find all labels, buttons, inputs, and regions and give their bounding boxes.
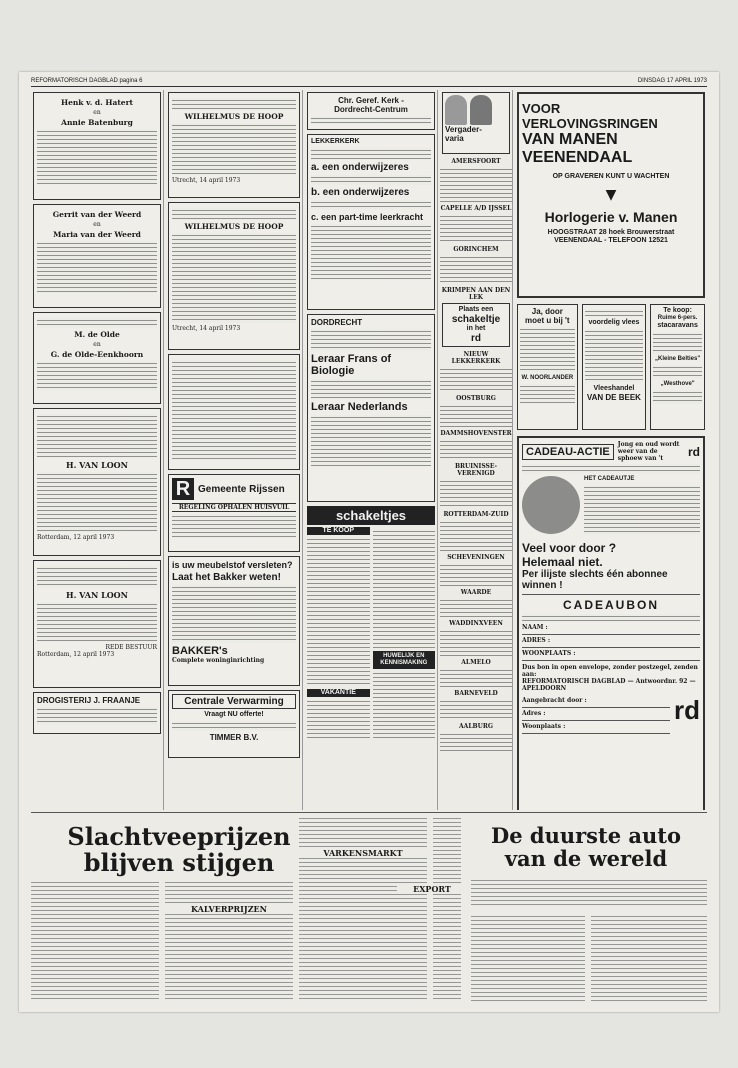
ann-name: Maria van der Weerd xyxy=(53,230,141,239)
headline-slachtvee-line1: Slachtveeprijzen xyxy=(67,822,291,851)
agenda-text xyxy=(440,732,512,754)
agenda-text xyxy=(440,255,512,285)
field-adres[interactable]: ADRES : xyxy=(522,637,700,648)
ad-text xyxy=(311,116,431,124)
bottom-rule xyxy=(31,812,707,813)
ad-text xyxy=(653,390,702,404)
ann-text xyxy=(172,360,296,460)
field-aangebracht[interactable]: Aangebracht door : xyxy=(522,697,670,708)
dordrecht-title: DORDRECHT xyxy=(311,318,363,327)
city-header: KRIMPEN AAN DEN LEK xyxy=(441,287,511,301)
child-photo xyxy=(522,476,580,534)
ad-text xyxy=(311,379,431,399)
ad-text xyxy=(311,148,431,160)
vergader-art xyxy=(445,95,507,125)
article-text-5 xyxy=(471,878,707,908)
meubel-line1: is uw meubelstof versleten? xyxy=(172,560,293,570)
page-header xyxy=(31,78,707,84)
ann-text xyxy=(172,208,296,220)
ann-text xyxy=(37,129,157,184)
ann-text xyxy=(37,566,157,588)
ad-text xyxy=(522,464,700,474)
agenda-text xyxy=(440,367,512,393)
ann-text xyxy=(172,233,296,323)
ann-footer: Rotterdam, 12 april 1973 xyxy=(37,534,115,541)
subhead-kalverprijzen: KALVERPRIJZEN xyxy=(165,904,293,914)
lekkerkerk-item: a. een onderwijzeres xyxy=(311,162,409,173)
ann-text xyxy=(172,123,296,175)
ad-text xyxy=(311,175,431,185)
ad-text xyxy=(522,614,700,622)
ad-text xyxy=(520,327,575,373)
announcement-text-block xyxy=(168,354,300,470)
ad-dordrecht xyxy=(307,314,435,502)
city-header: AMERSFOORT xyxy=(451,158,501,165)
vakantie-header: VAKANTIE xyxy=(307,689,370,697)
ann-sign: REDE BESTUUR xyxy=(105,644,157,651)
ad-noorlander xyxy=(517,304,578,430)
article-text-3 xyxy=(299,816,427,1002)
centrale-title: Centrale Verwarming xyxy=(172,694,296,709)
ann-name: H. VAN LOON xyxy=(66,590,128,600)
centrale-line: Vraagt NU offerte! xyxy=(204,711,264,718)
lekkerkerk-item: b. een onderwijzeres xyxy=(311,187,410,198)
tekoop-header: TE KOOP xyxy=(307,527,370,535)
ad-text xyxy=(37,707,157,725)
rijssen-sub: REGELING OPHALEN HUISVUIL xyxy=(172,503,296,512)
ad-centrale-verwarming xyxy=(168,690,300,758)
ann-text xyxy=(37,241,157,293)
ad-text xyxy=(172,585,296,643)
jadoor-company: W. NOORLANDER xyxy=(521,375,574,381)
newspaper-page xyxy=(19,72,719,1012)
ad-kerk xyxy=(307,92,435,130)
cadeau-body-text xyxy=(584,476,700,537)
ad-text xyxy=(520,384,575,404)
agenda-text xyxy=(440,563,512,587)
headline-auto-line2: van de wereld xyxy=(504,846,668,871)
vergader-title2: varia xyxy=(445,134,464,143)
arrow-down-icon: ▼ xyxy=(605,187,617,203)
header-rule xyxy=(31,86,707,87)
field-naam[interactable]: NAAM : xyxy=(522,624,700,635)
ad-gemeente-rijssen xyxy=(168,474,300,552)
ann-footer: Utrecht, 14 april 1973 xyxy=(172,177,241,184)
voordelig-title: voordelig vlees xyxy=(588,319,640,326)
ad-cadeau-actie xyxy=(517,436,705,810)
city-header: BRUINISSE-VERENIGD xyxy=(454,463,498,477)
bakker-title: BAKKER's xyxy=(172,645,228,657)
announcement-vanloon-2 xyxy=(33,560,161,688)
ann-text xyxy=(37,414,157,458)
ad-text xyxy=(311,224,431,280)
column-1 xyxy=(31,90,164,810)
cadeau-fields2 xyxy=(522,695,670,736)
jadoor-line1: Ja, door xyxy=(531,307,563,316)
ad-text xyxy=(653,365,702,379)
rd-logo: rd xyxy=(674,695,700,725)
huwelijk-header: HUWELIJK EN KENNISMAKING xyxy=(373,651,436,669)
agenda-text xyxy=(440,598,512,618)
announcement-vanloon-1 xyxy=(33,408,161,556)
ad-text xyxy=(584,485,700,535)
ann-text xyxy=(172,98,296,110)
cadeau-bottom xyxy=(522,695,700,736)
bakker-sub: Complete woninginrichting xyxy=(172,657,265,664)
ann-name: G. de Olde-Eenkhoorn xyxy=(50,350,144,359)
ann-text xyxy=(37,361,157,391)
ad-text xyxy=(307,699,370,739)
schakeltjes-columns xyxy=(307,527,435,743)
ann-text xyxy=(37,472,157,532)
manen-city: VEENENDAAL - TELEFOON 12521 xyxy=(554,237,668,244)
vergader-title: Vergader- xyxy=(445,125,482,134)
schakeltjes-col-left xyxy=(307,527,370,743)
tekoop-l2: stacaravans xyxy=(657,322,698,329)
manen-address: HOOGSTRAAT 28 hoek Brouwerstraat xyxy=(547,229,675,236)
plaats-line3: in het xyxy=(466,325,486,332)
ad-lekkerkerk xyxy=(307,134,435,310)
ad-van-manen xyxy=(517,92,705,298)
agenda-text xyxy=(440,520,512,552)
column-3 xyxy=(305,90,438,810)
ad-stacaravans xyxy=(650,304,705,430)
drogisterij-title: DROGISTERIJ J. FRAANJE xyxy=(37,696,141,705)
ann-name: Henk v. d. Hatert xyxy=(60,98,133,107)
rijssen-title: Gemeente Rijssen xyxy=(198,483,285,495)
city-header: GORINCHEM xyxy=(453,246,499,253)
tekoop-title: Te koop: xyxy=(663,307,692,314)
dordrecht-item: Leraar Frans of Biologie xyxy=(311,353,392,377)
city-header: WADDINXVEEN xyxy=(449,620,503,627)
divider xyxy=(522,594,700,595)
headline-auto xyxy=(471,824,701,870)
agenda-text xyxy=(440,479,512,509)
city-header: CAPELLE A/D IJSSEL xyxy=(440,205,512,212)
ad-text xyxy=(172,514,296,538)
headline-slachtvee xyxy=(49,824,309,876)
ad-text xyxy=(653,332,702,354)
ann-name: WILHELMUS DE HOOP xyxy=(184,222,284,231)
cadeau-header xyxy=(522,441,700,462)
subhead-varkensmarkt: VARKENSMARKT xyxy=(299,848,427,858)
tekoop-l4: „Westhove" xyxy=(660,381,695,387)
cadeau-right: Jong en oud wordt weer van de sphoew van 't xyxy=(617,441,680,462)
voordelig-name: VAN DE BEEK xyxy=(586,393,641,402)
city-header: ROTTERDAM-ZUID xyxy=(443,511,509,518)
agenda-text xyxy=(440,439,512,461)
cadeau-footer: Dus bon in open envelope, zonder postzegel, zenden aan: xyxy=(522,664,698,678)
ann-footer: Rotterdam, 12 april 1973 xyxy=(37,651,115,658)
centrale-company: TIMMER B.V. xyxy=(209,733,259,742)
announcement-dehoop-2 xyxy=(168,202,300,350)
manen-line3: VEENENDAAL xyxy=(522,149,633,166)
cadeau-tag: rd xyxy=(688,444,700,459)
ad-drogisterij xyxy=(33,692,161,734)
ad-text xyxy=(311,415,431,467)
lekkerkerk-title: LEKKERKERK xyxy=(311,138,360,145)
ad-vandebeek xyxy=(582,304,647,430)
small-ads-row xyxy=(515,302,707,434)
city-header: NIEUW LEKKERKERK xyxy=(451,351,501,365)
ad-text xyxy=(373,529,436,649)
cadeau-addr: REFORMATORISCH DAGBLAD — Antwoordnr. 92 — APELDOORN xyxy=(522,678,696,692)
city-header: OOSTBURG xyxy=(456,395,496,402)
vergader-figure-icon xyxy=(445,95,467,125)
column-5 xyxy=(515,90,707,810)
article-text-6 xyxy=(471,914,585,1002)
agenda-text xyxy=(440,668,512,688)
city-header: WAARDE xyxy=(460,589,492,596)
ann-name: M. de Olde xyxy=(74,330,120,339)
manen-shop: Horlogerie v. Manen xyxy=(544,209,678,225)
ad-plaats-schakeltje xyxy=(442,303,510,347)
agenda-text xyxy=(440,214,512,244)
rijssen-header xyxy=(172,478,296,500)
city-header: DAMMSHOVENSTER xyxy=(440,430,512,437)
manen-line2: VAN MANEN xyxy=(522,131,618,148)
voordelig-shop: Vleeshandel xyxy=(593,385,635,392)
ann-name: H. VAN LOON xyxy=(66,460,128,470)
ad-text xyxy=(585,309,644,317)
agenda-text xyxy=(440,629,512,657)
ann-en: en xyxy=(93,341,101,348)
city-header: AALBURG xyxy=(459,723,493,730)
plaats-line2: schakeltje xyxy=(451,314,501,325)
plaats-line4: rd xyxy=(471,333,481,344)
field-woonplaats2[interactable]: Woonplaats : xyxy=(522,723,670,734)
ad-text xyxy=(373,671,436,741)
lekkerkerk-item: c. een part-time leerkracht xyxy=(311,212,424,222)
manen-line4: OP GRAVEREN KUNT U WACHTEN xyxy=(552,173,670,180)
plaats-line1: Plaats een xyxy=(458,306,494,313)
ann-name: WILHELMUS DE HOOP xyxy=(184,112,284,121)
meubel-line2: Laat het Bakker weten! xyxy=(172,572,281,583)
cadeau-bon: CADEAUBON xyxy=(563,598,659,612)
agenda-text xyxy=(440,699,512,721)
field-woonplaats[interactable]: WOONPLAATS : xyxy=(522,650,700,661)
cadeau-betaalt: Per ilijste slechts één abonnee winnen ! xyxy=(522,569,668,591)
article-text-7 xyxy=(591,914,707,1002)
dordrecht-item: Leraar Nederlands xyxy=(311,401,408,413)
ann-text xyxy=(37,318,157,328)
ann-text xyxy=(37,602,157,642)
tekoop-l1: Ruime 6-pers. xyxy=(657,315,698,321)
column-2 xyxy=(166,90,303,810)
announcement-vanderweerd xyxy=(33,204,161,308)
cadeau-title: CADEAU-ACTIE xyxy=(522,444,614,460)
article-text-1 xyxy=(31,880,159,1002)
field-adres2[interactable]: Adres : xyxy=(522,710,670,721)
subhead-export: EXPORT xyxy=(397,884,467,894)
announcement-deolde xyxy=(33,312,161,404)
manen-voor: VOOR xyxy=(522,101,561,116)
city-header: ALMELO xyxy=(461,659,491,666)
jadoor-line2: moet u bij 't xyxy=(525,316,570,325)
manen-line1: VERLOVINGSRINGEN xyxy=(522,116,658,131)
vergader-varia-header xyxy=(442,92,510,154)
article-text-4 xyxy=(433,816,461,1002)
vergader-figure-icon xyxy=(470,95,492,125)
city-header: BARNEVELD xyxy=(454,690,498,697)
ann-footer: Utrecht, 14 april 1973 xyxy=(172,325,241,332)
cadeau-veel: Veel voor door ? xyxy=(522,541,617,555)
cadeau-body xyxy=(522,476,700,537)
schakeltjes-col-right xyxy=(373,527,436,743)
cadeau-helemaal: Helemaal niet. xyxy=(522,555,603,569)
headline-auto-line1: De duurste auto xyxy=(491,823,681,848)
ad-text xyxy=(311,329,431,351)
article-text-2 xyxy=(165,880,293,1002)
announcement-dehoop-1 xyxy=(168,92,300,198)
column-4 xyxy=(440,90,513,810)
headline-slachtvee-line2: blijven stijgen xyxy=(83,848,275,877)
tekoop-l3: „Kleine Belties" xyxy=(655,356,701,362)
agenda-text xyxy=(440,404,512,428)
header-right: DINSDAG 17 APRIL 1973 xyxy=(637,78,707,84)
ann-en: en xyxy=(93,109,101,116)
announcement-hatert xyxy=(33,92,161,200)
ann-en: en xyxy=(93,221,101,228)
ad-text xyxy=(172,721,296,731)
ad-bakker-meubelstof xyxy=(168,556,300,686)
ann-name: Annie Batenburg xyxy=(61,118,133,127)
kerk-sub: Dordrecht-Centrum xyxy=(334,105,408,114)
ad-text xyxy=(311,200,431,210)
city-header: SCHEVENINGEN xyxy=(447,554,505,561)
rijssen-logo-icon: R xyxy=(172,478,194,500)
kerk-title: Chr. Geref. Kerk - xyxy=(338,96,404,105)
ann-name: Gerrit van der Weerd xyxy=(52,210,142,219)
agenda-text xyxy=(440,167,512,203)
cadeau-p1: HET CADEAUTJE xyxy=(584,476,635,482)
schakeltjes-header: schakeltjes xyxy=(307,506,435,525)
ad-text xyxy=(307,537,370,687)
ad-text xyxy=(585,329,644,383)
header-left: REFORMATORISCH DAGBLAD pagina 6 xyxy=(31,78,143,84)
